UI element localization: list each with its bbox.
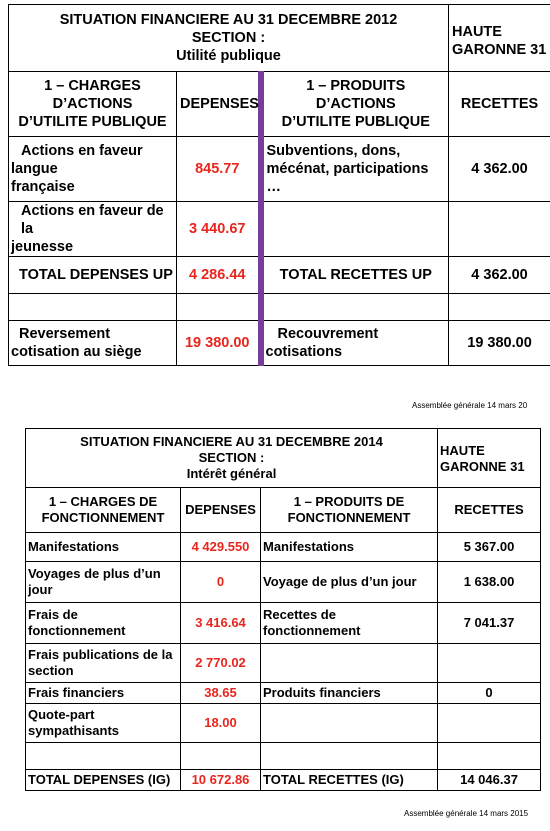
depense-value: 2 770.02 xyxy=(181,644,261,683)
depense-value: 4 429.550 xyxy=(181,533,261,562)
depense-value: 3 440.67 xyxy=(177,202,261,257)
recette-value: 0 xyxy=(438,683,541,704)
total-depenses-label: TOTAL DEPENSES (IG) xyxy=(26,770,181,791)
depense-value: 18.00 xyxy=(181,704,261,743)
total-depenses-value: 10 672.86 xyxy=(181,770,261,791)
recouvrement-value: 19 380.00 xyxy=(449,321,550,366)
table-row xyxy=(26,603,541,644)
depense-value: 0 xyxy=(181,562,261,603)
header-charges: 1 – CHARGES D’ACTIONS D’UTILITE PUBLIQUE xyxy=(9,72,177,137)
total-recettes-label: TOTAL RECETTES (IG) xyxy=(261,770,438,791)
table-row xyxy=(9,202,550,257)
row-label: Voyages de plus d’un jour xyxy=(26,562,181,603)
empty-cell xyxy=(449,202,550,257)
reversement-value: 19 380.00 xyxy=(177,321,261,366)
table-header-row xyxy=(9,72,550,137)
recette-value: 1 638.00 xyxy=(438,562,541,603)
header-recettes: RECETTES xyxy=(438,488,541,533)
header-recettes: RECETTES xyxy=(449,72,550,137)
produit-label: Subventions, dons, mécénat, participations … xyxy=(261,137,449,202)
region-cell: HAUTE GARONNE 31 xyxy=(438,429,541,488)
row-label: Quote-part sympathisants xyxy=(26,704,181,743)
table-row xyxy=(9,137,550,202)
spacer-row xyxy=(9,294,550,321)
recette-value: 5 367.00 xyxy=(438,533,541,562)
empty-cell xyxy=(261,644,438,683)
header-charges: 1 – CHARGES DE FONCTIONNEMENT xyxy=(26,488,181,533)
empty-cell xyxy=(438,704,541,743)
total-row xyxy=(9,257,550,294)
financial-table-2014 xyxy=(25,428,541,791)
total-recettes-value: 14 046.37 xyxy=(438,770,541,791)
empty-cell xyxy=(261,202,449,257)
total-row xyxy=(26,770,541,791)
row-label: Manifestations xyxy=(26,533,181,562)
table-row xyxy=(26,533,541,562)
table-row xyxy=(26,704,541,743)
depense-value: 38.65 xyxy=(181,683,261,704)
total-depenses-label: TOTAL DEPENSES UP xyxy=(9,257,177,294)
recette-value: 7 041.37 xyxy=(438,603,541,644)
produit-label: Voyage de plus d’un jour xyxy=(261,562,438,603)
region-cell: HAUTE GARONNE 31 xyxy=(449,5,550,72)
financial-table-2012 xyxy=(8,4,550,366)
total-depenses-value: 4 286.44 xyxy=(177,257,261,294)
produit-label: Manifestations xyxy=(261,533,438,562)
table-title: SITUATION FINANCIERE AU 31 DECEMBRE 2012 SECTION : Utilité publique xyxy=(9,5,449,72)
produit-label: Produits financiers xyxy=(261,683,438,704)
footer-note: Assemblée générale 14 mars 2015 xyxy=(404,809,529,818)
empty-cell xyxy=(261,704,438,743)
table-title: SITUATION FINANCIERE AU 31 DECEMBRE 2014 SECTION : Intérêt général xyxy=(26,429,438,488)
row-label: Frais financiers xyxy=(26,683,181,704)
depense-value: 845.77 xyxy=(177,137,261,202)
row-label: Frais de fonctionnement xyxy=(26,603,181,644)
header-depenses: DEPENSES xyxy=(181,488,261,533)
table-row xyxy=(9,321,550,366)
table-header-row xyxy=(26,488,541,533)
recette-value: 4 362.00 xyxy=(449,137,550,202)
table-row xyxy=(26,644,541,683)
table-row xyxy=(26,683,541,704)
depense-value: 3 416.64 xyxy=(181,603,261,644)
row-label: Actions en faveur de la jeunesse xyxy=(9,202,177,257)
reversement-label: Reversement cotisation au siège xyxy=(9,321,177,366)
header-produits: 1 – PRODUITS DE FONCTIONNEMENT xyxy=(261,488,438,533)
header-depenses: DEPENSES xyxy=(177,72,261,137)
spacer-row xyxy=(26,743,541,770)
total-recettes-label: TOTAL RECETTES UP xyxy=(261,257,449,294)
table-row xyxy=(26,562,541,603)
header-produits: 1 – PRODUITS D’ACTIONS D’UTILITE PUBLIQUE xyxy=(261,72,449,137)
empty-cell xyxy=(438,644,541,683)
produit-label: Recettes de fonctionnement xyxy=(261,603,438,644)
footer-note: Assemblée générale 14 mars 20 xyxy=(412,401,528,410)
total-recettes-value: 4 362.00 xyxy=(449,257,550,294)
row-label: Frais publications de la section xyxy=(26,644,181,683)
table-row xyxy=(9,5,550,72)
row-label: Actions en faveur langue française xyxy=(9,137,177,202)
table-row xyxy=(26,429,541,488)
recouvrement-label: Recouvrement cotisations xyxy=(261,321,449,366)
